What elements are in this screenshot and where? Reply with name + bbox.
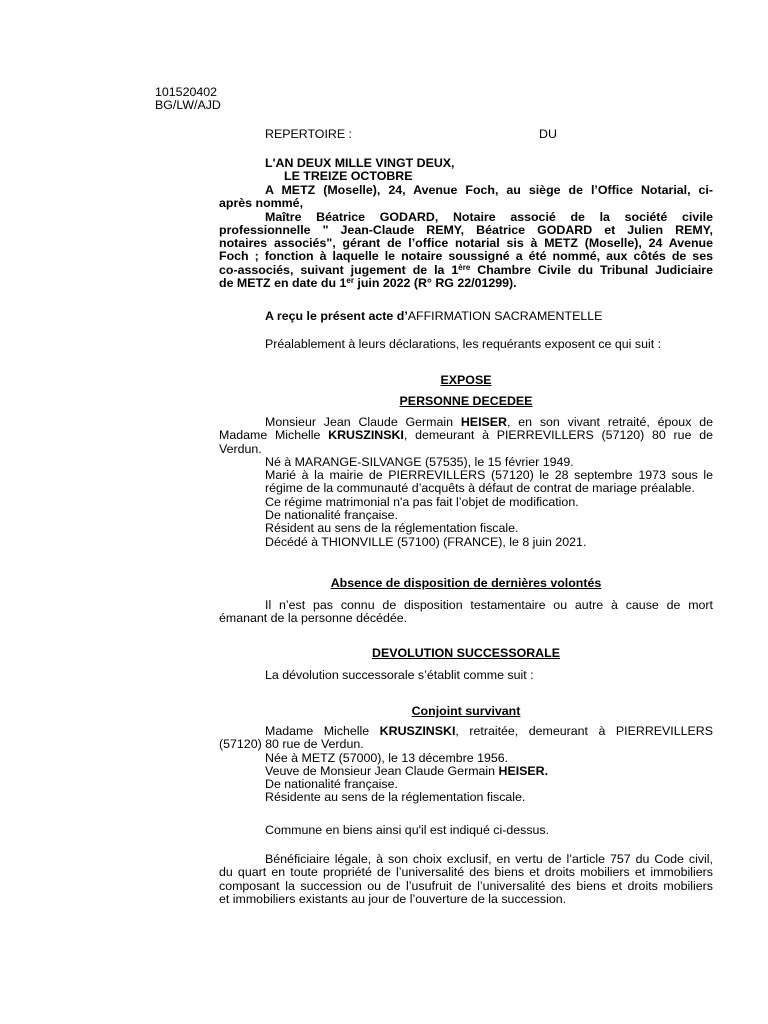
notary-line-5 [219, 264, 713, 277]
deceased-resident: Résident au sens de la réglementation fiscale. [265, 521, 519, 536]
conjoint-line-2: (57120) 80 rue de Verdun. [219, 737, 364, 752]
ordinal-superscript: er [346, 276, 354, 286]
notary-line-1: Maître Béatrice GODARD, Notaire associé de la société civile [265, 209, 713, 224]
reference-block [155, 86, 221, 113]
conjoint-prefix: Madame Michelle [265, 724, 380, 738]
spouse-surname: KRUSZINSKI [328, 428, 404, 443]
notary-line-6-start: de METZ en date du 1 [219, 276, 347, 291]
deceased-regime: Ce régime matrimonial n'a pas fait l’objet de modification. [265, 494, 579, 509]
notary-line-6 [219, 277, 713, 290]
deceased-born: Né à MARANGE-SILVANGE (57535), le 15 février 1949. [265, 454, 574, 469]
deceased-suffix: , en son vivant retraité, époux de [507, 415, 713, 429]
conjoint-title: Conjoint survivant [411, 704, 521, 718]
deceased-line-3: Verdun. [219, 441, 262, 456]
widow-prefix: Veuve de Monsieur Jean Claude Germain [265, 763, 499, 778]
widow-surname: HEISER. [498, 763, 549, 778]
conjoint-born: Née à METZ (57000), le 13 décembre 1956. [265, 750, 509, 765]
expose-title: EXPOSE [440, 373, 492, 387]
beneficiary-line-3: composant la succession ou de l’usufruit de l’universalité des biens et droits mobiliers [219, 878, 713, 893]
notary-line-3: notaires associés", gérant de l’office notarial sis à METZ (Moselle), 24 Avenue [219, 236, 713, 251]
deceased-surname: HEISER [460, 415, 507, 429]
conjoint-line-1 [219, 725, 713, 738]
conjoint-paragraph [219, 725, 713, 805]
acte-intro: A reçu le présent acte d’ [265, 309, 408, 323]
du-label: DU [539, 127, 557, 141]
conjoint-surname: KRUSZINSKI [379, 724, 456, 738]
deceased-line-1 [219, 416, 713, 429]
ordinal-superscript: ère [458, 262, 471, 272]
notary-line-5-end: Chambre Civile du Tribunal Judiciaire [470, 262, 713, 277]
absence-paragraph [219, 599, 713, 626]
spouse-prefix: Madame Michelle [219, 428, 329, 443]
conjoint-resident: Résidente au sens de la réglementation fiscale. [265, 790, 526, 805]
absence-line-2: émanant de la personne décédée. [219, 611, 408, 626]
place-line-1: A METZ (Moselle), 24, Avenue Foch, au siège de l’Office Notarial, ci- [265, 183, 713, 197]
notary-line-4: Foch ; fonction à laquelle le notaire soussigné a été nommé, aux côtés de ses [219, 249, 713, 264]
commune-line: Commune en biens ainsi qu'il est indiqué ci-dessus. [265, 823, 550, 837]
acte-line [265, 310, 602, 323]
conjoint-widow [219, 765, 713, 778]
deceased-married-1: Marié à la mairie de PIERREVILLERS (57120) le 28 septembre 1973 sous le [265, 468, 713, 483]
personne-decedee-title: PERSONNE DECEDEE [399, 394, 533, 408]
notary-line-5-start: co-associés, suivant jugement de la 1 [219, 262, 459, 277]
devolution-title: DEVOLUTION SUCCESSORALE [372, 646, 560, 660]
deceased-death: Décédé à THIONVILLE (57100) (FRANCE), le 8 juin 2021. [265, 534, 587, 549]
beneficiary-line-4: et immobiliers existants au jour de l’ouverture de la succession. [219, 891, 567, 906]
date-line-2: LE TREIZE OCTOBRE [284, 169, 413, 183]
deceased-paragraph [219, 416, 713, 549]
beneficiary-line-2: du quart en toute propriété de l’universalité des biens et droits mobiliers et immobiliers [219, 865, 713, 880]
reference-number: 101520402 [155, 85, 218, 99]
deceased-married-2: régime de la communauté d’acquêts à défaut de contrat de mariage préalable. [265, 481, 695, 496]
deceased-prefix: Monsieur Jean Claude Germain [265, 415, 461, 429]
place-paragraph [219, 184, 713, 290]
devolution-intro: La dévolution successorale s’établit comme suit : [265, 668, 534, 682]
reference-initials: BG/LW/AJD [155, 98, 221, 113]
repertoire-label: REPERTOIRE : [265, 127, 352, 141]
beneficiary-line-1: Bénéficiaire légale, à son choix exclusif, en vertu de l’article 757 du Code civil, [265, 852, 713, 866]
deceased-nationality: De nationalité française. [265, 508, 398, 523]
prealable-line: Préalablement à leurs déclarations, les requérants exposent ce qui suit : [265, 337, 662, 351]
absence-line-1: Il n’est pas connu de disposition testamentaire ou autre à cause de mort [265, 598, 713, 612]
beneficiary-paragraph [219, 853, 713, 906]
absence-title: Absence de disposition de dernières volontés [330, 576, 602, 590]
date-line-1: L'AN DEUX MILLE VINGT DEUX, [265, 156, 455, 170]
deceased-line-2 [219, 429, 713, 442]
notary-line-6-end: juin 2022 (R° RG 22/01299). [353, 276, 517, 291]
spouse-suffix: , demeurant à PIERREVILLERS (57120) 80 rue de [403, 428, 713, 443]
place-line-2: après nommé, [219, 196, 304, 211]
conjoint-suffix: , retraitée, demeurant à PIERREVILLERS [455, 724, 713, 738]
acte-type: AFFIRMATION SACRAMENTELLE [407, 309, 603, 323]
conjoint-nationality: De nationalité française. [265, 777, 398, 792]
notary-line-2: professionnelle " Jean-Claude REMY, Béatrice GODARD et Julien REMY, [219, 222, 713, 237]
